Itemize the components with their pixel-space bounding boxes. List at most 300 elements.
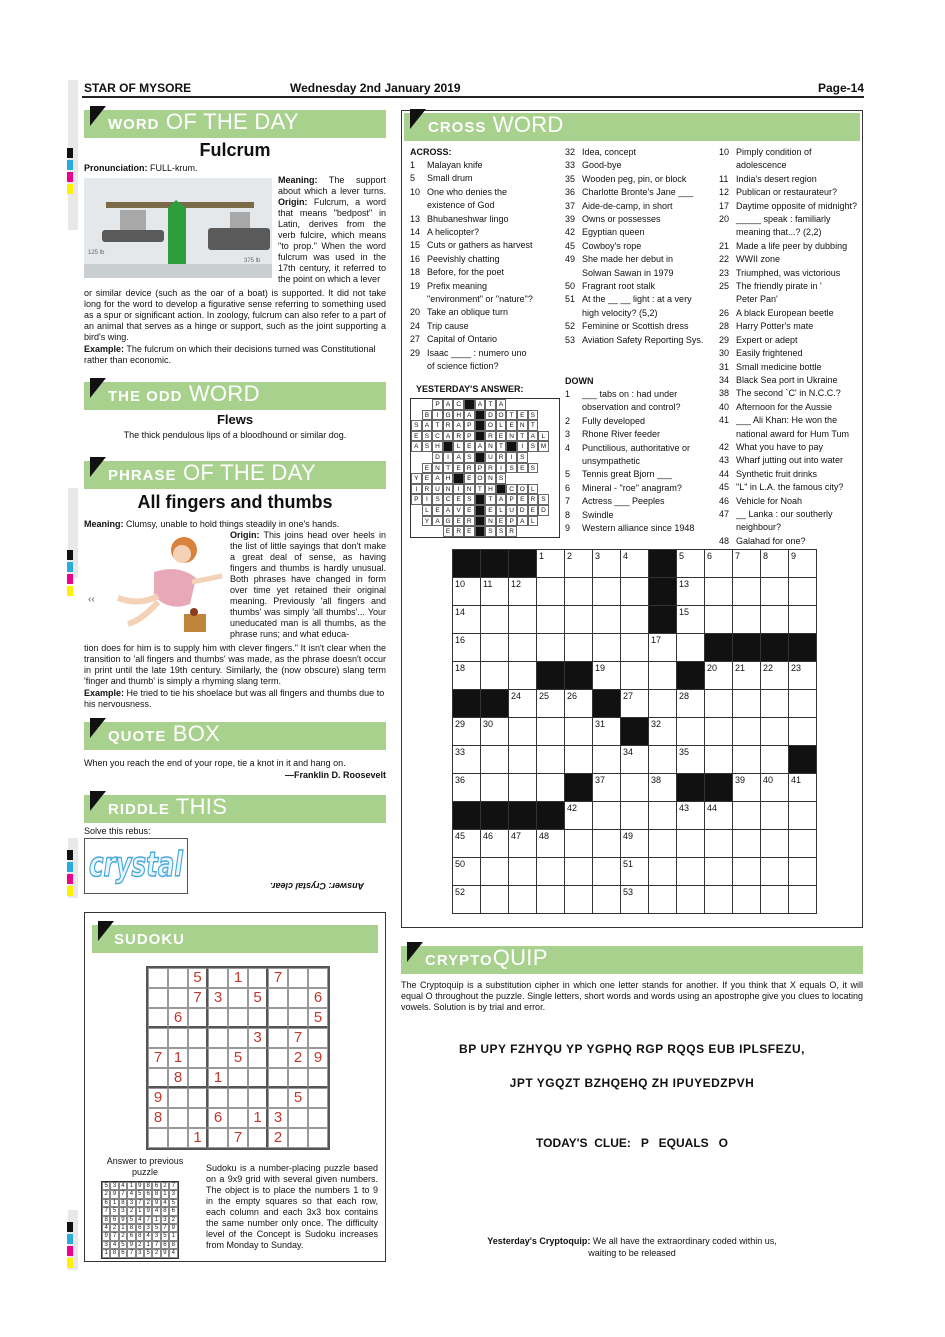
clue-item: 11 India's desert region	[719, 173, 817, 184]
prev-sudoku-cell: 4	[169, 1249, 177, 1257]
crossword-cell[interactable]	[761, 858, 789, 886]
crossword-cell[interactable]: 53	[621, 886, 649, 914]
crossword-cell[interactable]	[537, 718, 565, 746]
sudoku-cell[interactable]	[228, 1088, 248, 1108]
crossword-cell[interactable]	[789, 578, 817, 606]
crossword-cell[interactable]	[481, 858, 509, 886]
crossword-cell[interactable]: 47	[509, 830, 537, 858]
sudoku-cell[interactable]: 3	[268, 1108, 288, 1128]
sudoku-cell[interactable]	[148, 1068, 168, 1088]
answer-cell: G	[443, 516, 454, 527]
sudoku-cell[interactable]	[268, 988, 288, 1008]
sudoku-cell[interactable]: 2	[288, 1048, 308, 1068]
crossword-cell[interactable]	[481, 606, 509, 634]
answer-cell	[549, 505, 560, 516]
sudoku-cell[interactable]	[268, 1048, 288, 1068]
sudoku-cell[interactable]: 6	[168, 1008, 188, 1028]
crossword-cell[interactable]: 27	[621, 690, 649, 718]
sudoku-cell[interactable]: 7	[148, 1048, 168, 1068]
crossword-cell[interactable]	[705, 746, 733, 774]
crossword-cell[interactable]: 18	[453, 662, 481, 690]
sudoku-cell[interactable]	[228, 1108, 248, 1128]
clue-item: 46 Vehicle for Noah	[719, 495, 803, 506]
sudoku-cell[interactable]: 3	[208, 988, 228, 1008]
crossword-cell[interactable]: 20	[705, 662, 733, 690]
answer-cell: P	[464, 431, 475, 442]
sudoku-cell[interactable]	[208, 1128, 228, 1148]
crossword-cell[interactable]	[733, 886, 761, 914]
sudoku-cell[interactable]	[168, 1108, 188, 1128]
sudoku-cell[interactable]	[148, 988, 168, 1008]
crossword-cell[interactable]: 39	[733, 774, 761, 802]
sudoku-cell[interactable]: 5	[228, 1048, 248, 1068]
sudoku-cell[interactable]	[268, 1028, 288, 1048]
quote-author: —Franklin D. Roosevelt	[284, 770, 386, 780]
crossword-cell[interactable]: 16	[453, 634, 481, 662]
crossword-cell[interactable]	[481, 634, 509, 662]
crossword-cell[interactable]: 36	[453, 774, 481, 802]
answer-cell: L	[422, 505, 433, 516]
crossword-cell[interactable]: 24	[509, 690, 537, 718]
sudoku-cell[interactable]	[308, 1108, 328, 1128]
crossword-cell[interactable]: 29	[453, 718, 481, 746]
crossword-cell[interactable]	[509, 886, 537, 914]
sudoku-cell[interactable]: 5	[248, 988, 268, 1008]
sudoku-cell[interactable]	[168, 1028, 188, 1048]
answer-cell: B	[422, 410, 433, 421]
crossword-cell[interactable]: 22	[761, 662, 789, 690]
sudoku-cell[interactable]: 7	[188, 988, 208, 1008]
sudoku-cell[interactable]: 8	[148, 1108, 168, 1128]
crossword-cell[interactable]	[733, 690, 761, 718]
crossword-cell[interactable]	[733, 746, 761, 774]
clue-item: 29 Expert or adept	[719, 334, 798, 345]
crossword-cell[interactable]	[761, 606, 789, 634]
sudoku-cell[interactable]	[188, 1068, 208, 1088]
crossword-cell[interactable]: 42	[565, 802, 593, 830]
crossword-cell[interactable]	[565, 718, 593, 746]
crossword-cell[interactable]	[733, 802, 761, 830]
sudoku-cell[interactable]: 6	[208, 1108, 228, 1128]
answer-cell: O	[496, 410, 507, 421]
crossword-cell[interactable]	[537, 774, 565, 802]
crossword-cell[interactable]	[565, 858, 593, 886]
answer-cell	[549, 494, 560, 505]
crossword-cell[interactable]	[649, 690, 677, 718]
sudoku-cell[interactable]	[248, 968, 268, 988]
crossword-cell[interactable]: 5	[677, 550, 705, 578]
crossword-cell[interactable]: 34	[621, 746, 649, 774]
crossword-cell[interactable]	[705, 606, 733, 634]
crossword-cell[interactable]	[789, 886, 817, 914]
crossword-cell[interactable]: 26	[565, 690, 593, 718]
crossword-cell[interactable]	[621, 662, 649, 690]
crossword-cell[interactable]	[481, 746, 509, 774]
crossword-cell[interactable]	[677, 830, 705, 858]
answer-cell: A	[475, 399, 486, 410]
crossword-cell[interactable]: 3	[593, 550, 621, 578]
sudoku-cell[interactable]: 2	[268, 1128, 288, 1148]
crossword-cell[interactable]	[649, 746, 677, 774]
sudoku-cell[interactable]	[208, 1048, 228, 1068]
crossword-cell[interactable]	[705, 886, 733, 914]
sudoku-cell[interactable]	[288, 1108, 308, 1128]
answer-cell: P	[506, 494, 517, 505]
crossword-cell[interactable]: 49	[621, 830, 649, 858]
crossword-cell[interactable]	[621, 606, 649, 634]
answer-cell: N	[485, 473, 496, 484]
crossword-cell[interactable]: 46	[481, 830, 509, 858]
crossword-cell[interactable]: 31	[593, 718, 621, 746]
crossword-cell[interactable]: 14	[453, 606, 481, 634]
prev-sudoku-cell: 8	[102, 1216, 110, 1224]
crossword-cell[interactable]	[509, 718, 537, 746]
answer-cell: A	[496, 399, 507, 410]
crossword-cell[interactable]: 8	[761, 550, 789, 578]
crossword-cell[interactable]: 25	[537, 690, 565, 718]
answer-cell: S	[464, 452, 475, 463]
crossword-cell[interactable]	[593, 746, 621, 774]
sudoku-cell[interactable]	[188, 1108, 208, 1128]
crossword-cell[interactable]	[761, 746, 789, 774]
sudoku-cell[interactable]: 8	[168, 1068, 188, 1088]
sudoku-cell[interactable]	[288, 1068, 308, 1088]
clue-item: 20 _____ speak : familiarly	[719, 214, 831, 225]
crossword-cell[interactable]	[537, 578, 565, 606]
crossword-cell[interactable]	[593, 802, 621, 830]
crossword-cell[interactable]: 7	[733, 550, 761, 578]
crossword-cell[interactable]: 32	[649, 718, 677, 746]
crossword-cell	[453, 550, 481, 578]
crossword-cell[interactable]	[733, 830, 761, 858]
sudoku-cell[interactable]	[148, 1028, 168, 1048]
crossword-cell[interactable]: 6	[705, 550, 733, 578]
crossword-cell[interactable]: 35	[677, 746, 705, 774]
answer-cell	[411, 399, 422, 410]
answer-cell: D	[485, 410, 496, 421]
crossword-cell[interactable]	[649, 858, 677, 886]
crossword-cell[interactable]	[537, 634, 565, 662]
crossword-cell[interactable]	[593, 830, 621, 858]
crossword-cell[interactable]	[509, 606, 537, 634]
crossword-cell[interactable]	[677, 858, 705, 886]
crossword-cell[interactable]	[761, 578, 789, 606]
sudoku-cell[interactable]: 7	[288, 1028, 308, 1048]
clue-item: national award for Hum Tum	[736, 428, 850, 439]
crossword-cell[interactable]: 17	[649, 634, 677, 662]
sudoku-cell[interactable]: 1	[188, 1128, 208, 1148]
yesterday-answer-grid	[410, 398, 560, 538]
crossword-header: CROSS WORD	[404, 113, 860, 141]
crossword-cell[interactable]: 43	[677, 802, 705, 830]
crossword-cell[interactable]: 4	[621, 550, 649, 578]
crossword-cell	[453, 690, 481, 718]
crossword-cell[interactable]	[789, 858, 817, 886]
crossword-cell[interactable]	[789, 718, 817, 746]
crossword-cell[interactable]	[509, 634, 537, 662]
crossword-cell[interactable]: 1	[537, 550, 565, 578]
sudoku-cell[interactable]	[308, 1068, 328, 1088]
crossword-cell[interactable]: 13	[677, 578, 705, 606]
sudoku-cell[interactable]	[208, 1008, 228, 1028]
answer-cell: E	[422, 473, 433, 484]
crossword-cell[interactable]	[789, 830, 817, 858]
crossword-cell[interactable]	[677, 718, 705, 746]
sudoku-cell[interactable]	[188, 1088, 208, 1108]
answer-cell: E	[464, 441, 475, 452]
crossword-cell[interactable]	[537, 858, 565, 886]
sudoku-cell[interactable]: 3	[248, 1028, 268, 1048]
crossword-cell[interactable]: 12	[509, 578, 537, 606]
sudoku-cell[interactable]	[148, 1008, 168, 1028]
prev-sudoku-cell: 1	[152, 1216, 160, 1224]
word-example: Example: The fulcrum on which their decisions turned was Constitutional rather than economic.	[84, 344, 376, 365]
crossword-cell[interactable]	[705, 718, 733, 746]
crossword-cell[interactable]: 9	[789, 550, 817, 578]
sudoku-cell[interactable]	[268, 1068, 288, 1088]
sudoku-cell[interactable]	[168, 1128, 188, 1148]
crossword-cell[interactable]: 44	[705, 802, 733, 830]
crossword-cell[interactable]	[677, 886, 705, 914]
answer-cell: A	[422, 420, 433, 431]
crossword-cell[interactable]	[705, 578, 733, 606]
crossword-cell[interactable]	[593, 886, 621, 914]
answer-cell: N	[485, 516, 496, 527]
prev-sudoku-cell: 8	[169, 1241, 177, 1249]
sudoku-cell[interactable]	[168, 968, 188, 988]
crossword-cell[interactable]	[733, 718, 761, 746]
sudoku-cell[interactable]: 1	[168, 1048, 188, 1068]
crossword-cell[interactable]: 50	[453, 858, 481, 886]
crossword-cell[interactable]: 41	[789, 774, 817, 802]
sudoku-cell[interactable]	[208, 968, 228, 988]
phrase-meaning: Meaning: Clumsy, unable to hold things steadily in one's hands.	[84, 519, 340, 529]
crossword-cell[interactable]	[509, 662, 537, 690]
sudoku-cell[interactable]	[228, 1068, 248, 1088]
crossword-cell[interactable]: 21	[733, 662, 761, 690]
crossword-cell[interactable]	[565, 746, 593, 774]
crossword-cell[interactable]	[509, 746, 537, 774]
crossword-cell[interactable]	[565, 886, 593, 914]
sudoku-cell[interactable]	[268, 1008, 288, 1028]
sudoku-cell[interactable]	[168, 1088, 188, 1108]
across-label: ACROSS:	[410, 147, 452, 157]
sudoku-cell[interactable]	[228, 988, 248, 1008]
clue-item: 44 Synthetic fruit drinks	[719, 468, 818, 479]
prev-sudoku-cell: 1	[127, 1182, 135, 1190]
crossword-cell[interactable]	[537, 606, 565, 634]
sudoku-cell[interactable]: 9	[308, 1048, 328, 1068]
crossword-cell[interactable]	[565, 634, 593, 662]
cartoon-illustration	[84, 532, 224, 640]
sudoku-cell[interactable]: 5	[288, 1088, 308, 1108]
sudoku-cell[interactable]: 1	[208, 1068, 228, 1088]
crossword-cell[interactable]: 33	[453, 746, 481, 774]
clue-item: 28 Harry Potter's mate	[719, 321, 814, 332]
crossword-cell[interactable]	[733, 858, 761, 886]
prev-sudoku-cell: 6	[144, 1190, 152, 1198]
crossword-cell[interactable]: 19	[593, 662, 621, 690]
sudoku-description: Sudoku is a number-placing puzzle based on a 9x9 grid with several given numbers. The object is to place the numbers 1 to 9 in the empty squares so that each row, each column and each 3x3 box contains the same number only once. The difficulty level of the Concept is Sudoku increases from Monday to Sunday.	[206, 1163, 378, 1250]
sudoku-cell[interactable]	[248, 1008, 268, 1028]
clue-item: 1 ___ tabs on : had under	[565, 389, 678, 399]
sudoku-cell[interactable]	[308, 1028, 328, 1048]
sudoku-cell[interactable]	[248, 1088, 268, 1108]
crossword-cell[interactable]	[761, 830, 789, 858]
answer-cell: T	[528, 420, 539, 431]
crossword-cell[interactable]: 10	[453, 578, 481, 606]
sudoku-cell[interactable]	[248, 1068, 268, 1088]
crossword-cell[interactable]: 38	[649, 774, 677, 802]
answer-cell: E	[517, 494, 528, 505]
crossword-cell[interactable]	[565, 578, 593, 606]
sudoku-cell[interactable]	[288, 1128, 308, 1148]
answer-cell: H	[432, 441, 443, 452]
answer-cell	[517, 526, 528, 537]
sudoku-cell[interactable]	[268, 1088, 288, 1108]
crossword-cell[interactable]	[481, 662, 509, 690]
crossword-cell	[705, 774, 733, 802]
crossword-cell[interactable]: 23	[789, 662, 817, 690]
crossword-cell[interactable]	[593, 634, 621, 662]
sudoku-cell[interactable]	[188, 1028, 208, 1048]
crossword-cell[interactable]: 40	[761, 774, 789, 802]
sudoku-cell[interactable]	[148, 968, 168, 988]
sudoku-cell[interactable]	[228, 1008, 248, 1028]
sudoku-cell[interactable]	[248, 1128, 268, 1148]
sudoku-cell[interactable]	[208, 1028, 228, 1048]
answer-cell: M	[538, 441, 549, 452]
crossword-cell[interactable]	[593, 606, 621, 634]
crossword-cell[interactable]: 28	[677, 690, 705, 718]
sudoku-cell[interactable]	[288, 1008, 308, 1028]
crossword-cell[interactable]	[621, 774, 649, 802]
crossword-cell[interactable]	[649, 830, 677, 858]
crossword-cell[interactable]	[509, 858, 537, 886]
crossword-cell[interactable]	[593, 858, 621, 886]
sudoku-cell[interactable]	[168, 988, 188, 1008]
sudoku-cell[interactable]: 7	[228, 1128, 248, 1148]
crossword-cell[interactable]: 30	[481, 718, 509, 746]
crossword-cell[interactable]	[761, 718, 789, 746]
crossword-cell[interactable]: 37	[593, 774, 621, 802]
crossword-cell[interactable]	[705, 858, 733, 886]
sudoku-cell[interactable]: 5	[188, 968, 208, 988]
crossword-cell[interactable]	[733, 606, 761, 634]
prev-sudoku-cell: 6	[161, 1241, 169, 1249]
crossword-cell[interactable]	[593, 578, 621, 606]
clue-item: 10 Pimply condition of adolescence	[719, 147, 812, 171]
sudoku-cell[interactable]: 6	[308, 988, 328, 1008]
sudoku-cell[interactable]	[288, 968, 308, 988]
clue-item: of science fiction?	[427, 361, 499, 372]
crossword-cell[interactable]	[761, 690, 789, 718]
crossword-cell[interactable]: 45	[453, 830, 481, 858]
sudoku-cell[interactable]	[288, 988, 308, 1008]
crossword-cell[interactable]	[649, 662, 677, 690]
prev-sudoku-cell: 5	[144, 1249, 152, 1257]
clue-item: 52 Feminine or Scottish dress	[565, 321, 689, 332]
prev-sudoku-cell: 2	[144, 1199, 152, 1207]
crossword-cell[interactable]	[481, 774, 509, 802]
crossword-cell[interactable]	[537, 746, 565, 774]
crossword-cell[interactable]	[621, 578, 649, 606]
sudoku-cell[interactable]	[308, 1088, 328, 1108]
crossword-cell[interactable]	[789, 606, 817, 634]
prev-sudoku-cell: 5	[110, 1207, 118, 1215]
crossword-cell[interactable]	[565, 830, 593, 858]
crossword-cell[interactable]	[705, 830, 733, 858]
crossword-cell[interactable]	[761, 886, 789, 914]
odd-word-title: Flews	[216, 412, 254, 427]
crossword-cell[interactable]	[565, 606, 593, 634]
clue-item: 4 Punctilious, authoritative or	[565, 442, 691, 453]
answer-cell: I	[517, 441, 528, 452]
yesterday-answer-label: YESTERDAY'S ANSWER:	[416, 384, 524, 394]
sudoku-cell[interactable]: 9	[148, 1088, 168, 1108]
sudoku-cell[interactable]	[208, 1088, 228, 1108]
answer-cell	[538, 420, 549, 431]
answer-cell	[411, 452, 422, 463]
sudoku-cell[interactable]	[188, 1048, 208, 1068]
answer-cell	[549, 516, 560, 527]
sudoku-cell[interactable]	[188, 1008, 208, 1028]
crossword-cell[interactable]	[509, 774, 537, 802]
sudoku-cell[interactable]: 5	[308, 1008, 328, 1028]
answer-cell: L	[528, 516, 539, 527]
crossword-cell[interactable]	[649, 802, 677, 830]
crossword-cell[interactable]: 52	[453, 886, 481, 914]
crossword-cell[interactable]	[621, 802, 649, 830]
crossword-cell[interactable]: 2	[565, 550, 593, 578]
answer-cell	[549, 431, 560, 442]
sudoku-cell[interactable]: 1	[248, 1108, 268, 1128]
crossword-cell[interactable]: 15	[677, 606, 705, 634]
prev-sudoku-cell: 3	[144, 1224, 152, 1232]
sudoku-cell[interactable]	[148, 1128, 168, 1148]
crossword-cell[interactable]	[733, 578, 761, 606]
sudoku-cell[interactable]: 1	[228, 968, 248, 988]
answer-cell: A	[443, 399, 454, 410]
crossword-cell[interactable]: 48	[537, 830, 565, 858]
sudoku-cell[interactable]	[228, 1028, 248, 1048]
crossword-cell[interactable]: 51	[621, 858, 649, 886]
sudoku-cell[interactable]	[308, 968, 328, 988]
sudoku-cell[interactable]	[248, 1048, 268, 1068]
crossword-cell[interactable]	[537, 886, 565, 914]
crossword-cell[interactable]	[789, 690, 817, 718]
answer-cell: N	[517, 420, 528, 431]
weight-label-right: 375 lb	[244, 258, 261, 264]
answer-cell: S	[411, 420, 422, 431]
crossword-cell[interactable]: 11	[481, 578, 509, 606]
crossword-cell[interactable]	[649, 886, 677, 914]
answer-cell: A	[443, 431, 454, 442]
down-clues-2	[719, 146, 861, 548]
answer-cell: H	[443, 473, 454, 484]
crossword-cell[interactable]	[621, 634, 649, 662]
crossword-cell[interactable]	[789, 802, 817, 830]
crossword-cell[interactable]	[481, 886, 509, 914]
clue-item: 50 Fragrant root stalk	[565, 281, 656, 292]
sudoku-cell[interactable]: 7	[268, 968, 288, 988]
crossword-cell[interactable]	[761, 802, 789, 830]
prev-sudoku-cell: 6	[127, 1232, 135, 1240]
word-of-day-header: WORD OF THE DAY	[84, 110, 386, 138]
crossword-cell[interactable]	[677, 634, 705, 662]
sudoku-cell[interactable]	[308, 1128, 328, 1148]
crossword-cell[interactable]	[705, 690, 733, 718]
